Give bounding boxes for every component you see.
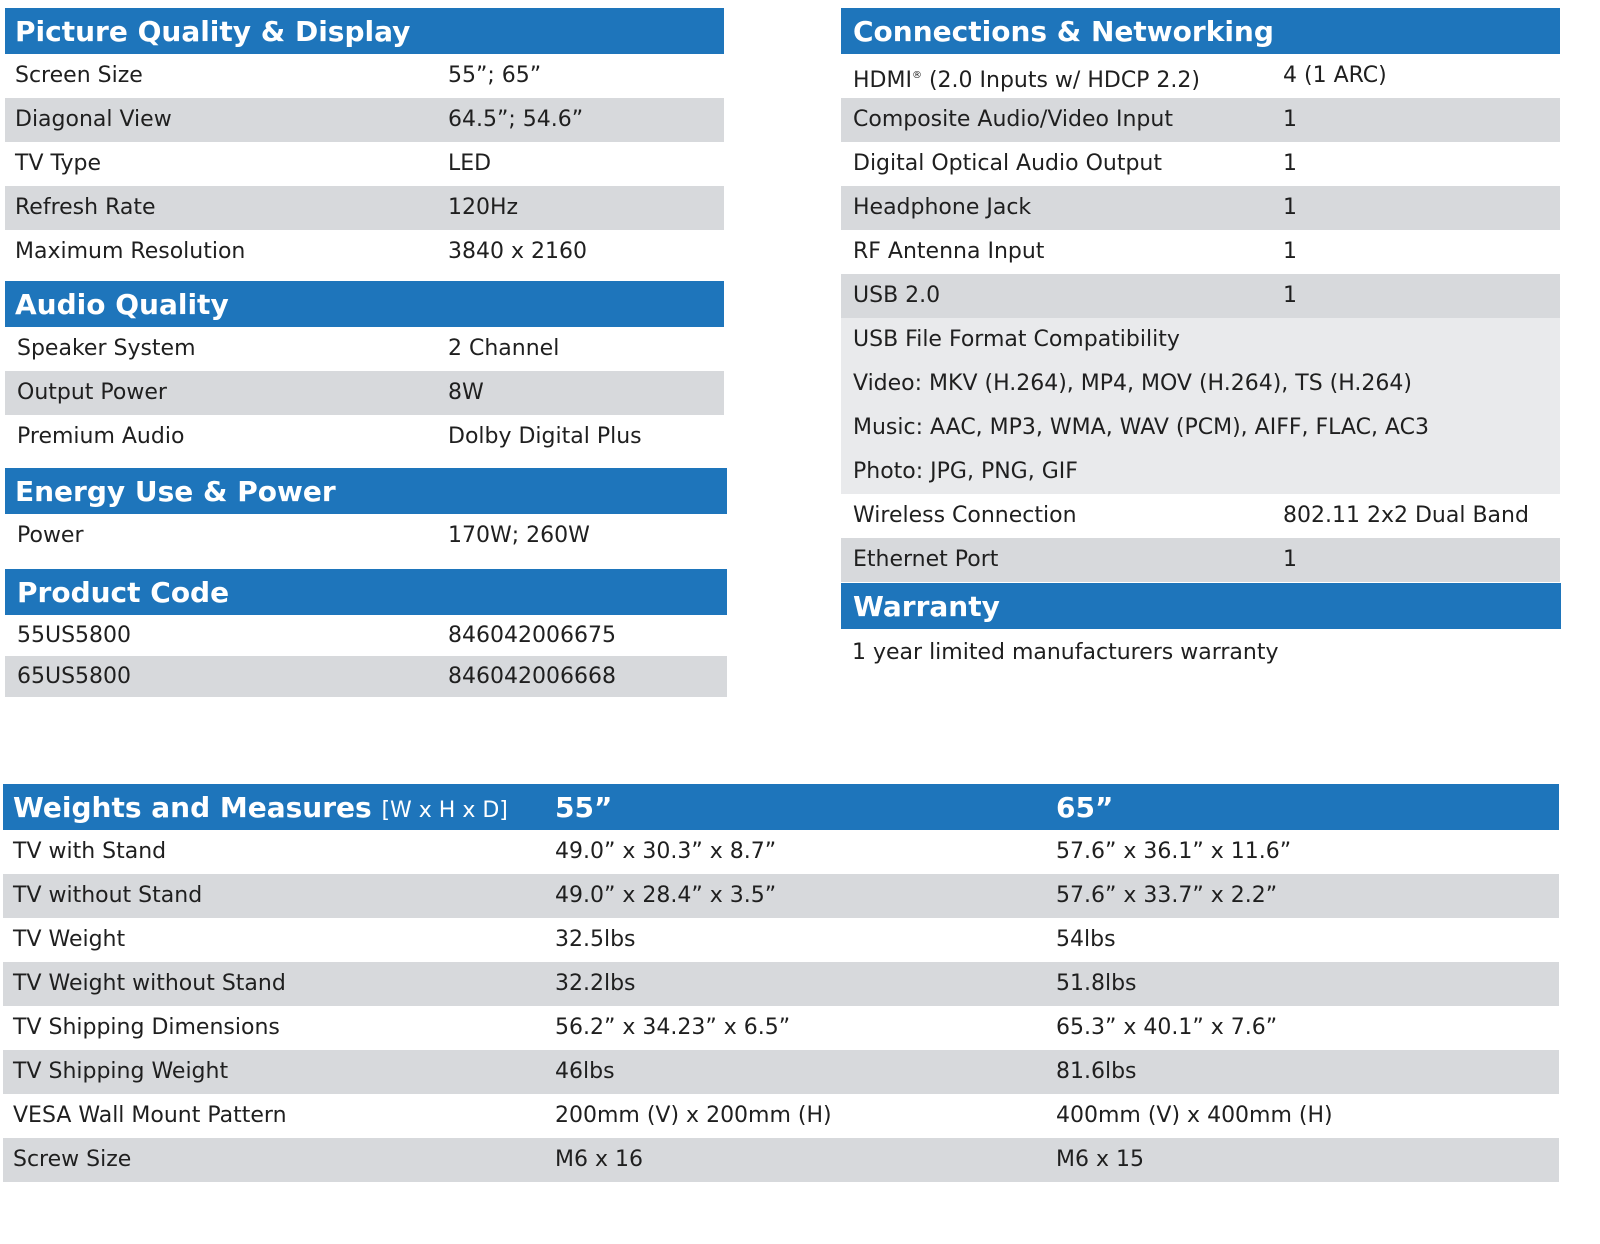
usb-format-photo	[841, 450, 1560, 494]
spec-label: USB 2.0	[853, 283, 941, 308]
spec-label: Output Power	[17, 380, 167, 405]
registered-mark: ®	[911, 70, 922, 81]
spec-label: TV Shipping Dimensions	[13, 1015, 280, 1040]
spec-label: Power	[17, 523, 84, 548]
audio-quality-header: Audio Quality	[5, 281, 724, 327]
spec-value: 3840 x 2160	[448, 239, 587, 264]
connections-header: Connections & Networking	[841, 8, 1560, 54]
weights-col-65: 65”	[1056, 791, 1114, 824]
energy-header: Energy Use & Power	[5, 468, 727, 514]
spec-value: 1	[1283, 107, 1297, 132]
weights-row-tv-weight	[3, 918, 1559, 962]
weights-row-tv-with-stand	[3, 830, 1559, 874]
spec-label: VESA Wall Mount Pattern	[13, 1103, 287, 1128]
spec-label: TV with Stand	[13, 839, 167, 864]
spec-label: Speaker System	[17, 336, 196, 361]
spec-label: Screw Size	[13, 1147, 132, 1172]
spec-label: 65US5800	[17, 664, 132, 689]
usb-format-video	[841, 362, 1560, 406]
spec-row-diagonal-view	[5, 98, 724, 142]
weights-row-shipping-weight	[3, 1050, 1559, 1094]
spec-value-55: 56.2” x 34.23” x 6.5”	[555, 1015, 791, 1040]
spec-label: TV Type	[15, 151, 102, 176]
usb-format-music	[841, 406, 1560, 450]
spec-label: Refresh Rate	[15, 195, 156, 220]
warranty-row	[841, 629, 1561, 677]
weights-row-vesa-pattern	[3, 1094, 1559, 1138]
spec-value: 846042006668	[448, 664, 616, 689]
weights-section	[3, 784, 1559, 1182]
spec-value: Dolby Digital Plus	[448, 424, 642, 449]
spec-label: Diagonal View	[15, 107, 172, 132]
spec-label: Photo: JPG, PNG, GIF	[853, 459, 1078, 484]
connections-section	[841, 8, 1560, 582]
spec-label: Digital Optical Audio Output	[853, 151, 1162, 176]
product-code-section	[5, 569, 727, 697]
spec-row-premium-audio	[5, 415, 724, 459]
usb-format-block	[841, 318, 1560, 494]
spec-label: Premium Audio	[17, 424, 185, 449]
spec-value-55: 32.5lbs	[555, 927, 636, 952]
spec-value: 2 Channel	[448, 336, 560, 361]
spec-label: USB File Format Compatibility	[853, 327, 1180, 352]
spec-label: Screen Size	[15, 63, 143, 88]
spec-value: 1	[1283, 151, 1297, 176]
spec-value: 64.5”; 54.6”	[448, 107, 584, 132]
spec-value-65: 65.3” x 40.1” x 7.6”	[1056, 1015, 1278, 1040]
product-code-header: Product Code	[5, 569, 727, 615]
spec-value-65: M6 x 15	[1056, 1147, 1144, 1172]
spec-value-65: 57.6” x 33.7” x 2.2”	[1056, 883, 1278, 908]
spec-row-tv-type	[5, 142, 724, 186]
spec-row-output-power	[5, 371, 724, 415]
spec-value-55: 200mm (V) x 200mm (H)	[555, 1103, 832, 1128]
spec-value: 120Hz	[448, 195, 519, 220]
spec-row-product-65	[5, 656, 727, 697]
spec-label: TV Weight	[13, 927, 126, 952]
spec-label: Music: AAC, MP3, WMA, WAV (PCM), AIFF, FLAC, AC3	[853, 415, 1429, 440]
spec-value-65: 54lbs	[1056, 927, 1116, 952]
spec-row-max-resolution	[5, 230, 724, 274]
spec-row-composite-input	[841, 98, 1560, 142]
spec-row-speaker-system	[5, 327, 724, 371]
spec-row-wireless	[841, 494, 1560, 538]
spec-row-screen-size	[5, 54, 724, 98]
spec-row-optical-output	[841, 142, 1560, 186]
spec-label: RF Antenna Input	[853, 239, 1045, 264]
spec-value-55: M6 x 16	[555, 1147, 643, 1172]
spec-label: Composite Audio/Video Input	[853, 107, 1173, 132]
spec-label: Headphone Jack	[853, 195, 1032, 220]
spec-value-55: 49.0” x 28.4” x 3.5”	[555, 883, 777, 908]
spec-value-65: 57.6” x 36.1” x 11.6”	[1056, 839, 1292, 864]
weights-header	[3, 784, 1559, 830]
energy-section	[5, 468, 727, 558]
picture-quality-header: Picture Quality & Display	[5, 8, 724, 54]
weights-row-screw-size	[3, 1138, 1559, 1182]
spec-label: TV without Stand	[13, 883, 203, 908]
picture-quality-section	[5, 8, 724, 274]
spec-row-rf-antenna	[841, 230, 1560, 274]
audio-quality-section	[5, 281, 724, 459]
spec-value: 55”; 65”	[448, 63, 542, 88]
spec-value: LED	[448, 151, 492, 176]
spec-value-55: 49.0” x 30.3” x 8.7”	[555, 839, 777, 864]
spec-label: 55US5800	[17, 623, 132, 648]
weights-row-tv-weight-without-stand	[3, 962, 1559, 1006]
spec-label: Ethernet Port	[853, 547, 999, 572]
spec-value: 8W	[448, 380, 484, 405]
spec-label: Maximum Resolution	[15, 239, 246, 264]
spec-row-refresh-rate	[5, 186, 724, 230]
spec-row-usb	[841, 274, 1560, 318]
spec-label: Video: MKV (H.264), MP4, MOV (H.264), TS (H.264)	[853, 371, 1412, 396]
spec-value: 1	[1283, 239, 1297, 264]
hdmi-label-main: HDMI	[853, 68, 912, 93]
spec-row-ethernet	[841, 538, 1560, 582]
weights-row-tv-without-stand	[3, 874, 1559, 918]
spec-row-hdmi	[841, 54, 1560, 98]
spec-value: 846042006675	[448, 623, 616, 648]
weights-col-55: 55”	[555, 791, 613, 824]
spec-row-headphone-jack	[841, 186, 1560, 230]
spec-value-55: 46lbs	[555, 1059, 615, 1084]
spec-label: Wireless Connection	[853, 503, 1077, 528]
spec-label: TV Shipping Weight	[13, 1059, 229, 1084]
spec-value: 170W; 260W	[448, 523, 590, 548]
spec-value: 802.11 2x2 Dual Band	[1283, 503, 1529, 528]
spec-value: 1	[1283, 547, 1297, 572]
spec-value-65: 81.6lbs	[1056, 1059, 1137, 1084]
spec-label	[853, 54, 1200, 98]
weights-title: Weights and Measures	[13, 791, 372, 824]
warranty-section	[841, 583, 1561, 677]
usb-format-title	[841, 318, 1560, 362]
spec-value: 1	[1283, 195, 1297, 220]
hdmi-label-rest: (2.0 Inputs w/ HDCP 2.2)	[921, 68, 1201, 93]
weights-row-shipping-dimensions	[3, 1006, 1559, 1050]
spec-row-product-55	[5, 615, 727, 656]
warranty-header: Warranty	[841, 583, 1561, 629]
spec-label: TV Weight without Stand	[13, 971, 286, 996]
spec-row-power	[5, 514, 727, 558]
spec-value-65: 51.8lbs	[1056, 971, 1137, 996]
weights-subtitle: [W x H x D]	[381, 798, 508, 823]
spec-value-55: 32.2lbs	[555, 971, 636, 996]
spec-value: 4 (1 ARC)	[1283, 63, 1387, 88]
spec-value-65: 400mm (V) x 400mm (H)	[1056, 1103, 1333, 1128]
spec-value: 1	[1283, 283, 1297, 308]
warranty-text: 1 year limited manufacturers warranty	[852, 640, 1279, 665]
